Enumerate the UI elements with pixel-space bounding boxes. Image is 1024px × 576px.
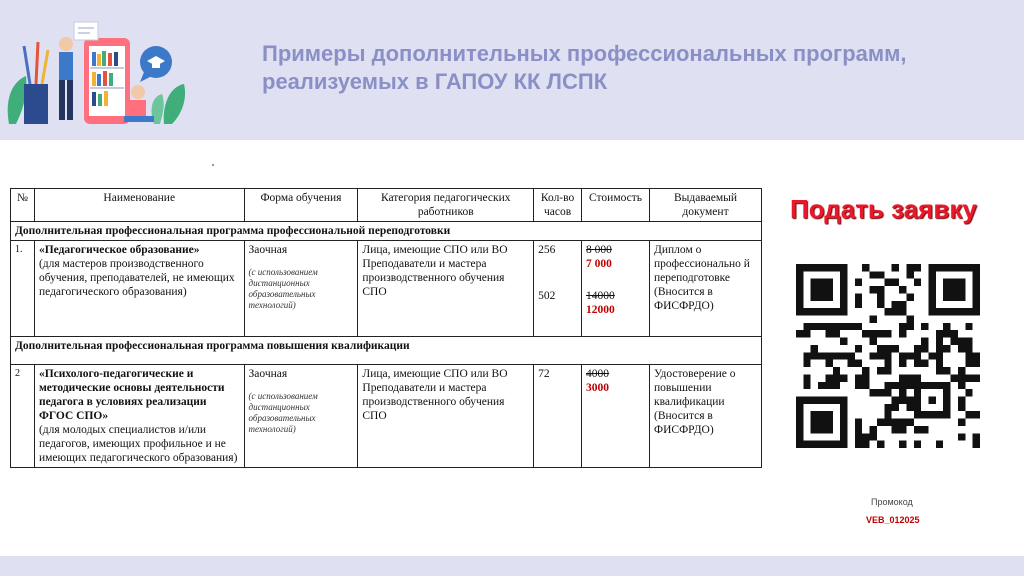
new-price: 3000 xyxy=(586,382,610,394)
header-name: Наименование xyxy=(34,189,244,222)
row-name xyxy=(34,241,244,337)
new-price: 12000 xyxy=(586,304,615,316)
form-value: Заочная xyxy=(248,244,288,256)
reader-illustration-icon xyxy=(4,6,200,134)
hours-value: 256 xyxy=(538,244,556,256)
section-title: Дополнительная профессиональная программа профессиональной переподготовки xyxy=(11,222,762,241)
apply-button[interactable]: Подать заявку xyxy=(790,194,977,224)
row-document: Диплом о профессионально й переподготовке (Вносится в ФИСФРДО) xyxy=(650,241,762,337)
section-row-qualification xyxy=(11,337,762,365)
row-form xyxy=(244,241,358,337)
new-price: 7 000 xyxy=(586,258,612,270)
old-price: 8 000 xyxy=(586,244,612,256)
row-num: 1. xyxy=(11,241,35,337)
header-form: Форма обучения xyxy=(244,189,358,222)
row-category: Лица, имеющие СПО или ВО Преподаватели и мастера производственного обучения СПО xyxy=(358,241,534,337)
program-audience: (для мастеров производственного обучения, преподавателей, не имеющих педагогического образования) xyxy=(38,258,235,298)
title-line-2: реализуемых в ГАПОУ КК ЛСПК xyxy=(262,69,608,94)
form-note: (с использованием дистанционных образовательных технологий) xyxy=(248,267,318,310)
footer-band xyxy=(0,556,1024,576)
header-num: № xyxy=(11,189,35,222)
header-hours: Кол-во часов xyxy=(534,189,582,222)
section-row-retraining xyxy=(11,222,762,241)
header-category: Категория педагогических работников xyxy=(358,189,534,222)
row-category: Лица, имеющие СПО или ВО Преподаватели и мастера производственного обучения СПО xyxy=(358,365,534,468)
promo-code: VEB_012025 xyxy=(866,515,920,525)
row-document: Удостоверение о повышении квалификации (Вносится в ФИСФРДО) xyxy=(650,365,762,468)
header-price: Стоимость xyxy=(582,189,650,222)
row-price xyxy=(582,241,650,337)
form-note: (с использованием дистанционных образовательных технологий) xyxy=(248,391,318,434)
row-name xyxy=(34,365,244,468)
section-title: Дополнительная профессиональная программа повышения квалификации xyxy=(11,337,762,365)
table-row xyxy=(11,365,762,468)
row-form xyxy=(244,365,358,468)
promo-label: Промокод xyxy=(871,497,913,507)
row-num: 2 xyxy=(11,365,35,468)
table-header-row xyxy=(11,189,762,222)
programs-table xyxy=(10,188,762,468)
old-price: 14000 xyxy=(586,290,615,302)
program-audience: (для молодых специалистов и/или педагогов, имеющих профильное и не имеющих педагогического образования) xyxy=(38,424,238,464)
row-price xyxy=(582,365,650,468)
form-value: Заочная xyxy=(248,368,288,380)
hours-value: 502 xyxy=(538,290,556,302)
qr-code-icon[interactable] xyxy=(796,264,980,448)
table-row xyxy=(11,241,762,337)
old-price: 4000 xyxy=(586,368,610,380)
page-title xyxy=(262,40,962,96)
stray-dot xyxy=(212,164,214,166)
row-hours: 72 xyxy=(534,365,582,468)
program-title: «Психолого-педагогические и методические основы деятельности педагога в условиях реализации ФГОС СПО» xyxy=(38,368,225,422)
header-document: Выдаваемый документ xyxy=(650,189,762,222)
program-title: «Педагогическое образование» xyxy=(38,244,200,256)
title-line-1: Примеры дополнительных профессиональных программ, xyxy=(262,41,907,66)
row-hours xyxy=(534,241,582,337)
